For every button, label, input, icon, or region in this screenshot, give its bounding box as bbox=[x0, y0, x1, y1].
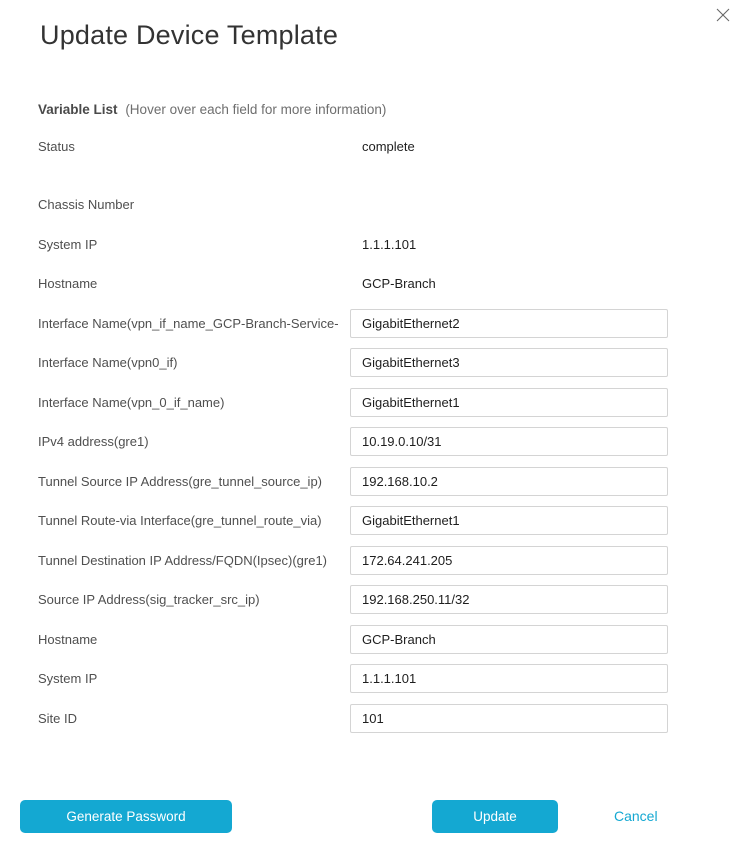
field-input[interactable] bbox=[350, 664, 668, 693]
field-value: 1.1.1.101 bbox=[362, 236, 417, 252]
field-input[interactable] bbox=[350, 546, 668, 575]
field-label: Source IP Address(sig_tracker_src_ip) bbox=[38, 592, 260, 608]
field-input[interactable] bbox=[350, 467, 668, 496]
field-input[interactable] bbox=[350, 704, 668, 733]
variable-list-title: Variable List bbox=[38, 102, 118, 117]
field-row bbox=[38, 462, 714, 502]
field-label: Chassis Number bbox=[38, 197, 135, 213]
field-row bbox=[38, 304, 714, 344]
cancel-button[interactable]: Cancel bbox=[614, 800, 658, 833]
field-label: Tunnel Destination IP Address/FQDN(Ipsec)(gre1) bbox=[38, 552, 328, 568]
field-row bbox=[38, 264, 714, 304]
field-label: Interface Name(vpn0_if) bbox=[38, 355, 178, 371]
field-input[interactable] bbox=[350, 506, 668, 535]
field-label: Site ID bbox=[38, 710, 78, 726]
field-input[interactable] bbox=[350, 585, 668, 614]
field-label: Hostname bbox=[38, 276, 98, 292]
field-row bbox=[38, 127, 714, 167]
field-row bbox=[38, 620, 714, 660]
field-row bbox=[38, 501, 714, 541]
field-label: IPv4 address(gre1) bbox=[38, 434, 149, 450]
field-row bbox=[38, 225, 714, 265]
field-row bbox=[38, 659, 714, 699]
field-label: Hostname bbox=[38, 631, 98, 647]
field-row bbox=[38, 580, 714, 620]
field-input[interactable] bbox=[350, 625, 668, 654]
field-row bbox=[38, 699, 714, 739]
field-label: Interface Name(vpn_0_if_name) bbox=[38, 394, 225, 410]
field-label: Interface Name(vpn_if_name_GCP-Branch-Service- bbox=[38, 315, 339, 331]
field-input[interactable] bbox=[350, 309, 668, 338]
field-row bbox=[38, 383, 714, 423]
field-value: complete bbox=[362, 139, 415, 155]
dialog-title: Update Device Template bbox=[40, 20, 339, 50]
field-label: System IP bbox=[38, 671, 98, 687]
variable-list-hint: (Hover over each field for more information) bbox=[125, 102, 387, 117]
field-input[interactable] bbox=[350, 388, 668, 417]
variable-list bbox=[38, 127, 714, 738]
field-row bbox=[38, 185, 714, 225]
update-button[interactable]: Update bbox=[432, 800, 558, 833]
field-input[interactable] bbox=[350, 427, 668, 456]
close-button[interactable] bbox=[712, 5, 734, 27]
generate-password-button[interactable]: Generate Password bbox=[20, 800, 232, 833]
field-label: Status bbox=[38, 139, 75, 155]
field-label: Tunnel Source IP Address(gre_tunnel_source_ip) bbox=[38, 473, 323, 489]
dialog-footer bbox=[0, 800, 752, 834]
field-input[interactable] bbox=[350, 348, 668, 377]
field-label: System IP bbox=[38, 236, 98, 252]
field-row bbox=[38, 343, 714, 383]
field-value: GCP-Branch bbox=[362, 276, 436, 292]
field-row bbox=[38, 422, 714, 462]
close-icon bbox=[716, 8, 730, 25]
field-row bbox=[38, 541, 714, 581]
field-label: Tunnel Route-via Interface(gre_tunnel_route_via) bbox=[38, 513, 322, 529]
variable-list-heading bbox=[38, 102, 386, 117]
